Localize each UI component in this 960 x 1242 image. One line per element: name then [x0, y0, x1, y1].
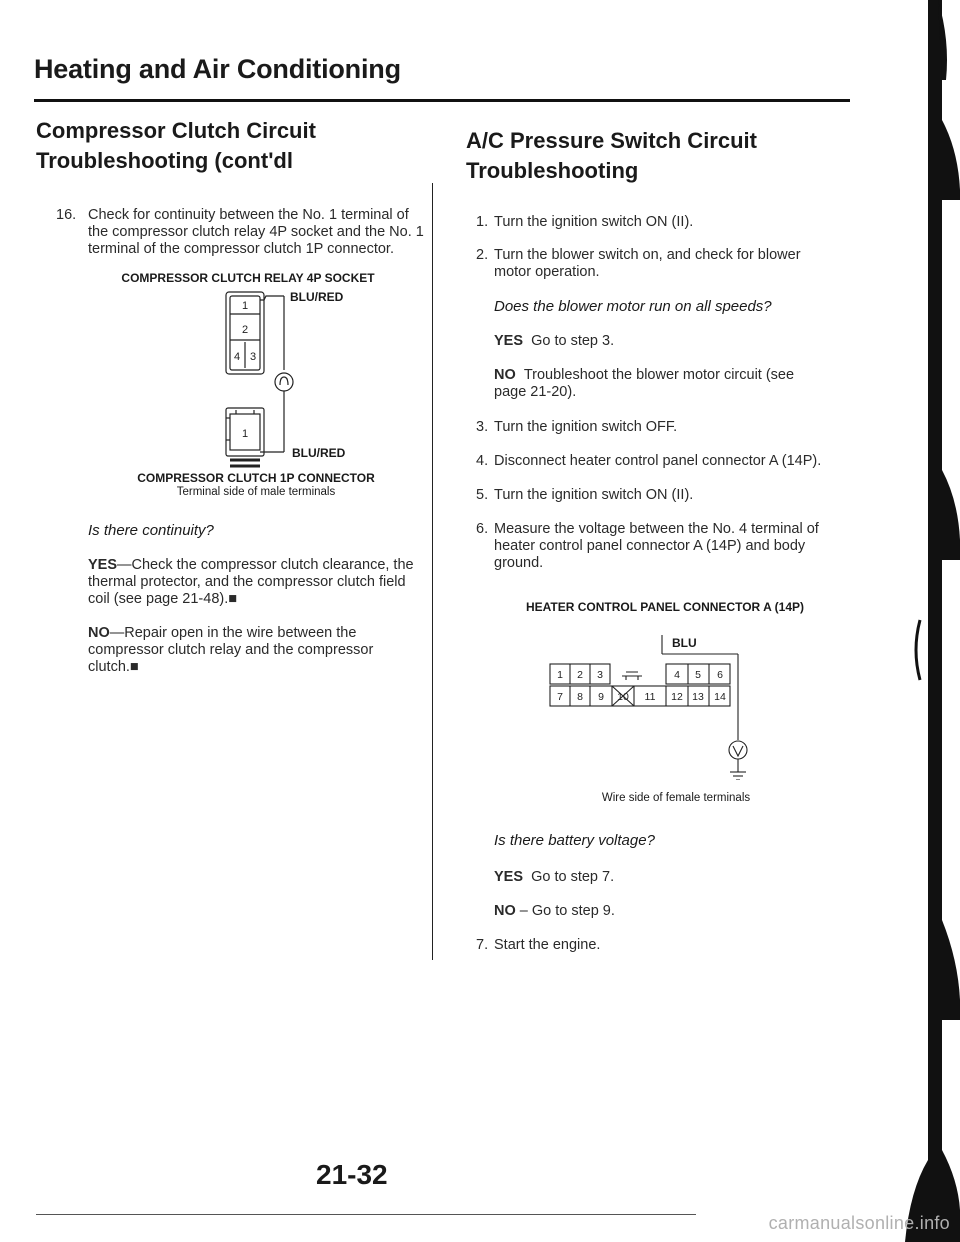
column-divider: [432, 183, 433, 960]
blower-yes-label: YES: [494, 333, 524, 349]
step-16-line-2: the compressor clutch relay 4P socket and the No. 1: [88, 224, 424, 240]
heater-pin-11: 11: [644, 691, 656, 703]
step-4-number: 4.: [476, 453, 489, 469]
heater-connector-diagram: [540, 630, 770, 780]
heater-connector-subcaption: Wire side of female terminals: [601, 792, 751, 804]
heater-pin-13: 13: [692, 691, 704, 703]
heater-pin-14: 14: [714, 691, 726, 703]
blower-no-line: [494, 366, 794, 384]
blower-yes-line: [494, 332, 614, 350]
no-text-1: —Repair open in the wire between the: [109, 625, 357, 641]
step-3: [476, 418, 836, 438]
step-4-text: Disconnect heater control panel connector A (14P).: [494, 453, 822, 469]
step-6-text-3: ground.: [494, 555, 544, 571]
heater-pin-2: 2: [577, 669, 583, 681]
step-6-text-2: heater control panel connector A (14P) and body: [494, 538, 806, 554]
page-number: 21-32: [316, 1159, 388, 1190]
step-16-number: 16.: [56, 207, 77, 223]
step-1-text: Turn the ignition switch ON (II).: [494, 214, 694, 230]
relay-pin-3: 3: [249, 351, 257, 363]
heater-pin-10: 10: [617, 691, 629, 703]
heater-pin-6: 6: [717, 669, 723, 681]
heater-pin-9: 9: [598, 691, 604, 703]
left-section-title-2: Troubleshooting (cont'dl: [36, 148, 293, 173]
voltage-yes-text: Go to step 7.: [531, 869, 615, 885]
heater-pin-12: 12: [671, 691, 683, 703]
watermark: carmanualsonline.info: [768, 1213, 950, 1233]
connector-pin-1: 1: [241, 428, 249, 440]
no-text-3: clutch.■: [88, 659, 139, 675]
yes-text-2: thermal protector, and the compressor clutch field: [88, 574, 406, 590]
right-section-title-1: A/C Pressure Switch Circuit: [466, 128, 757, 153]
heater-connector-caption: HEATER CONTROL PANEL CONNECTOR A (14P): [525, 600, 805, 614]
voltage-question: Is there battery voltage?: [494, 832, 655, 849]
heater-pin-5: 5: [695, 669, 701, 681]
relay-socket-caption: COMPRESSOR CLUTCH RELAY 4P SOCKET: [121, 271, 375, 285]
yes-text-3: coil (see page 21-48).■: [88, 591, 238, 607]
step-2-number: 2.: [476, 247, 489, 263]
step-7-number: 7.: [476, 937, 489, 953]
step-1-number: 1.: [476, 214, 489, 230]
heater-pin-4: 4: [674, 669, 680, 681]
step-7-text: Start the engine.: [494, 937, 601, 953]
step-4: [476, 452, 856, 472]
page-edge-tabs: [850, 0, 960, 1242]
relay-pin-2: 2: [241, 324, 249, 336]
step-16-line-3: terminal of the compressor clutch 1P connector.: [88, 241, 394, 257]
page-title: Heating and Air Conditioning: [34, 54, 401, 84]
blower-no-text-2: page 21-20).: [494, 384, 577, 400]
step-2-text: Turn the blower switch on, and check for blower: [494, 247, 801, 263]
wire-color-bottom: BLU/RED: [292, 446, 346, 460]
step-6-text: Measure the voltage between the No. 4 terminal of: [494, 521, 819, 537]
heater-pin-8: 8: [577, 691, 583, 703]
step-6: [476, 520, 856, 576]
heater-pin-1: 1: [557, 669, 563, 681]
step-5: [476, 486, 836, 506]
relay-pin-4: 4: [233, 351, 241, 363]
continuity-question: Is there continuity?: [88, 522, 214, 539]
blower-yes-text: Go to step 3.: [531, 333, 615, 349]
step-5-number: 5.: [476, 487, 489, 503]
step-2-text-2: motor operation.: [494, 264, 600, 280]
connector-caption: COMPRESSOR CLUTCH 1P CONNECTOR: [137, 471, 375, 485]
step-1: [476, 213, 836, 233]
blower-question: Does the blower motor run on all speeds?: [494, 298, 772, 315]
no-text-2: compressor clutch relay and the compressor: [88, 642, 374, 658]
no-label: NO: [88, 625, 110, 641]
step-7: [476, 936, 836, 956]
yes-answer-line-1: [88, 556, 414, 574]
connector-subcaption: Terminal side of male terminals: [176, 486, 336, 498]
yes-label: YES: [88, 557, 118, 573]
voltage-yes-label: YES: [494, 869, 524, 885]
step-2: [476, 246, 836, 286]
voltage-no-label: NO: [494, 903, 516, 919]
heater-pin-3: 3: [597, 669, 603, 681]
step-3-number: 3.: [476, 419, 489, 435]
heater-pin-7: 7: [557, 691, 563, 703]
title-rule: [34, 99, 850, 102]
blower-no-label: NO: [494, 367, 516, 383]
step-5-text: Turn the ignition switch ON (II).: [494, 487, 694, 503]
relay-pin-1: 1: [241, 300, 249, 312]
blower-no-text-1: Troubleshoot the blower motor circuit (see: [523, 367, 795, 383]
voltage-no-line: NO – Go to step 9.: [494, 903, 615, 919]
bottom-rule: [36, 1214, 696, 1215]
voltage-yes-line: [494, 868, 614, 886]
step-3-text: Turn the ignition switch OFF.: [494, 419, 678, 435]
step-16-line-1: Check for continuity between the No. 1 terminal of: [88, 207, 409, 223]
voltage-no-text: Go to step 9.: [531, 903, 615, 919]
yes-text-1: —Check the compressor clutch clearance, the: [117, 557, 414, 573]
relay-continuity-diagram: [220, 290, 340, 470]
right-section-title-2: Troubleshooting: [466, 158, 639, 183]
no-answer-line-1: [88, 624, 356, 642]
step-6-number: 6.: [476, 521, 489, 537]
heater-wire-color: BLU: [672, 636, 697, 650]
wire-color-top: BLU/RED: [290, 290, 344, 304]
left-section-title-1: Compressor Clutch Circuit: [36, 118, 316, 143]
